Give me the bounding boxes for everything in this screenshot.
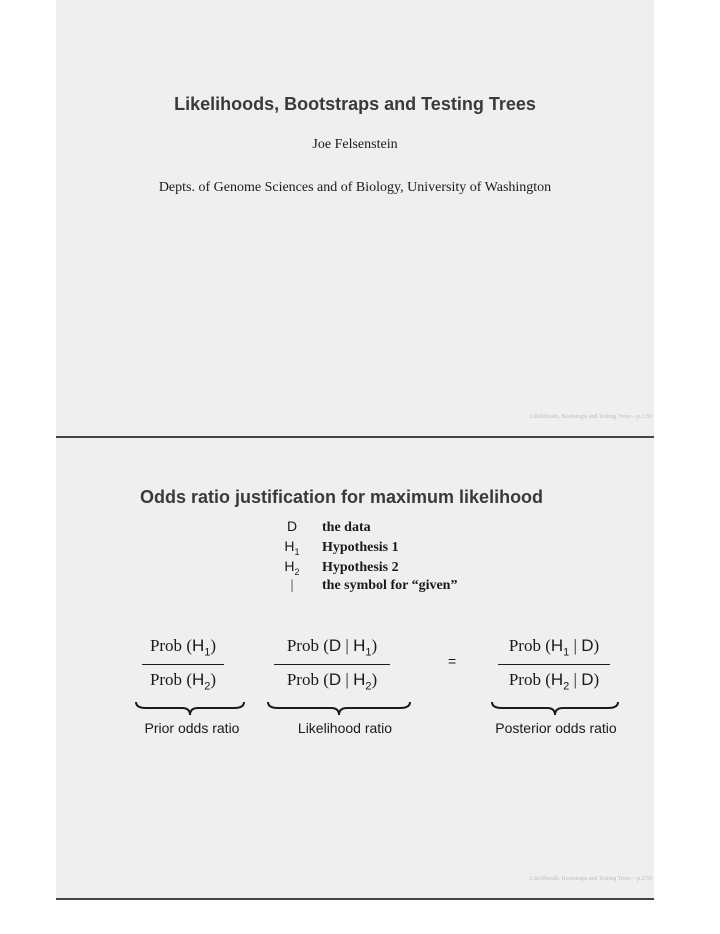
definition-text: Hypothesis 1 <box>322 540 399 555</box>
prior-numerator: Prob $(H_1)$ <box>149 636 217 659</box>
definition-symbol: | <box>290 578 294 593</box>
definition-row <box>278 558 457 578</box>
definition-row <box>278 518 457 538</box>
definition-symbol: $H_2$ <box>284 558 300 577</box>
slide-2-divider <box>56 898 654 900</box>
slide-1-footer: Likelihoods, Bootstraps and Testing Trees – p.1/59 <box>529 414 652 420</box>
posterior-denominator: Prob ($H_2$ | D) <box>508 670 600 693</box>
definition-row <box>278 538 457 558</box>
slide-1-title: Likelihoods, Bootstraps and Testing Trees <box>174 94 536 114</box>
prior-odds-label: Prior odds ratio <box>144 720 240 736</box>
definition-row <box>278 578 457 598</box>
prior-brace-icon <box>134 700 246 718</box>
slide-2-footer: Likelihoods, Bootstraps and Testing Trees – p.2/59 <box>529 876 652 882</box>
slide-1 <box>56 0 654 436</box>
prior-odds-fraction <box>142 636 224 693</box>
prior-denominator: Prob $(H_2)$ <box>149 670 217 693</box>
likelihood-numerator: Prob (D | $H_1$) <box>286 636 378 659</box>
definitions-list <box>278 518 457 598</box>
definition-symbol: D <box>286 518 298 534</box>
definition-text: the symbol for “given” <box>322 578 458 593</box>
likelihood-ratio-label: Likelihood ratio <box>297 720 393 736</box>
likelihood-denominator: Prob (D | $H_2$) <box>286 670 378 693</box>
fraction-bar <box>274 664 390 665</box>
author-name: Joe Felsenstein <box>312 137 398 152</box>
posterior-odds-label: Posterior odds ratio <box>495 720 617 736</box>
definition-text: the data <box>322 520 371 535</box>
likelihood-fraction <box>274 636 390 693</box>
posterior-odds-fraction <box>498 636 610 693</box>
affiliation: Depts. of Genome Sciences and of Biology, University of Washington <box>158 180 552 195</box>
likelihood-brace-icon <box>266 700 412 718</box>
equals-sign: = <box>448 653 457 669</box>
posterior-numerator: Prob ($H_1$ | D) <box>508 636 600 659</box>
fraction-bar <box>142 664 224 665</box>
definition-symbol: $H_1$ <box>284 538 300 557</box>
slide-2 <box>56 438 654 898</box>
slide-2-title: Odds ratio justification for maximum likelihood <box>140 487 544 507</box>
posterior-brace-icon <box>490 700 620 718</box>
fraction-bar <box>498 664 610 665</box>
definition-text: Hypothesis 2 <box>322 560 399 575</box>
